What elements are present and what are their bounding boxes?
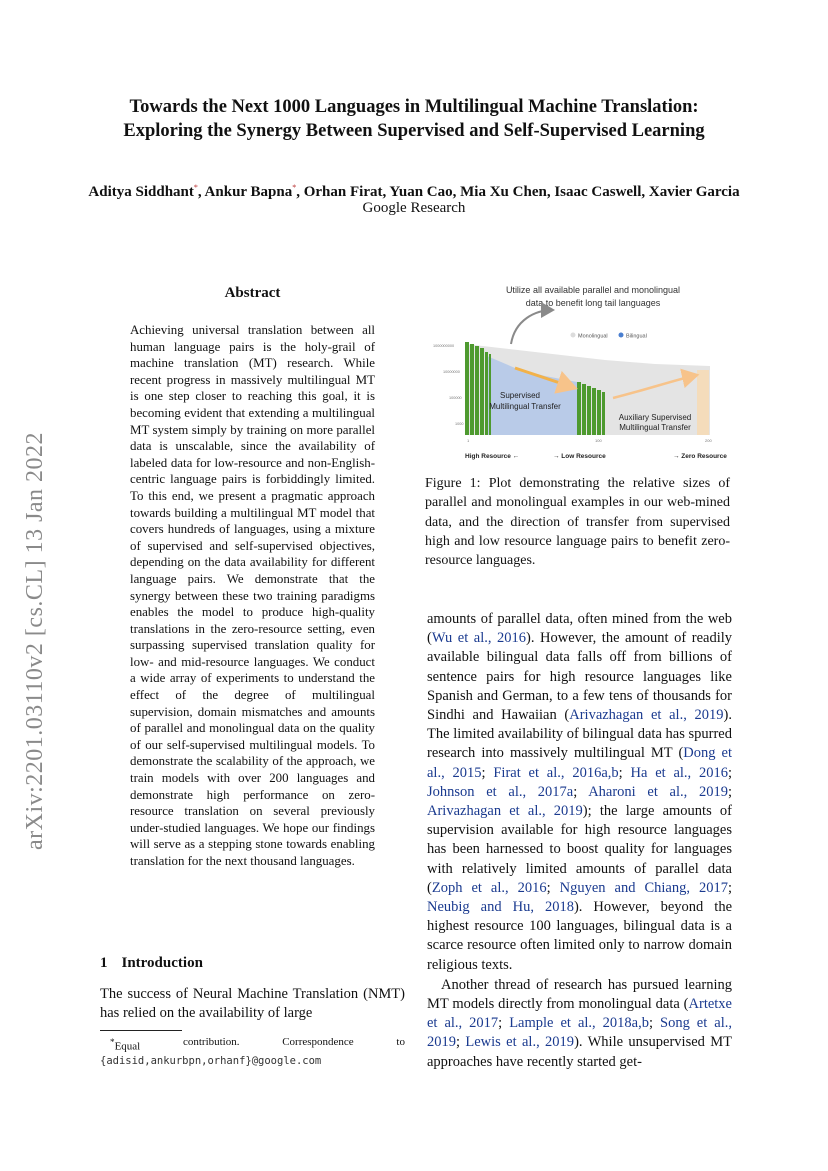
text-run: ;	[727, 783, 733, 800]
text-run: ;	[618, 764, 631, 781]
text-run: ;	[727, 764, 733, 781]
footnote-word-equal: Equal	[114, 1040, 141, 1053]
footnote-emails: {adisid,ankurbpn,orhanf}@google.com	[100, 1055, 322, 1068]
citation-link[interactable]: Neubig and Hu, 2018	[427, 899, 574, 916]
text-run: ). However, beyond the highest resource 100 languages, bilingual data is a scarce resource often limited only to narrow domain religious texts.	[427, 899, 733, 973]
text-run: ;	[456, 1034, 466, 1051]
legend-bi-label: Bilingual	[626, 333, 647, 340]
title-line-1: Towards the Next 1000 Languages in Multilingual Machine Translation:	[129, 97, 699, 117]
footnote-line-1	[100, 1035, 405, 1054]
zero-resource-band	[697, 370, 709, 435]
citation-link[interactable]: Zoph et al., 2016	[431, 879, 547, 896]
bi-bar	[592, 388, 596, 435]
bi-bar	[602, 392, 605, 435]
citation-link[interactable]: Nguyen and Chiang, 2017	[559, 879, 728, 896]
figure-1	[425, 280, 730, 470]
footnote-word-to: to	[396, 1036, 405, 1048]
text-run: Another thread of research has pursued learning MT models directly from monolingual data (	[427, 976, 732, 1013]
y-tick-1: 1000000000	[433, 344, 455, 348]
abstract-text: Achieving universal translation between all human language pairs is the holy-grail of machine translation (MT) research. While recent progress in massively multilingual MT is one step closer to reaching this goal, it is becoming evident that extending a multilingual MT system simply by training on more parallel data is unscalable, since the availability of labeled data for low-resource and non-English-centric language pairs is forbiddingly limited. To this end, we present a pragmatic approach towards building a multilingual MT model that covers hundreds of languages, using a mixture of supervised and self-supervised objectives, depending on the data availability for different language pairs. We demonstrate that the synergy between these two training paradigms enables the model to produce high-quality translations in the zero-resource setting, even surpassing supervised translation quality for low- and mid-resource languages. We conduct a wide array of experiments to understand the effect of the degree of multilingual supervision, domain mismatches and amounts of parallel and monolingual data on the quality of our self-supervised multilingual models. To demonstrate the scalability of the approach, we train models with over 200 languages and demonstrate high performance on zero-resource translation on several previously under-studied languages. We hope our findings will serve as a stepping stone towards enabling translation for the next thousand languages.	[130, 323, 375, 868]
bi-bar	[582, 384, 586, 435]
y-tick-3: 100000	[449, 396, 462, 400]
footnote	[100, 1035, 405, 1069]
citation-link[interactable]: Arivazhagan et al., 2019	[569, 707, 724, 724]
text-run: ;	[573, 783, 589, 800]
text-run: ;	[648, 1015, 660, 1032]
bi-bar	[475, 346, 479, 435]
text-run: ;	[481, 764, 494, 781]
label-auxiliary-1: Auxiliary Supervised	[618, 413, 692, 422]
intro-paragraph: The success of Neural Machine Translation (NMT) has relied on the availability of large	[100, 986, 405, 1022]
citation-link[interactable]: Song et al., 2019	[427, 1015, 732, 1051]
x-label-high: High Resource ←	[465, 453, 520, 460]
bi-bar	[597, 390, 601, 435]
citation-link[interactable]: Arivazhagan et al., 2019	[427, 803, 583, 820]
citation-link[interactable]: Ha et al., 2016	[630, 764, 728, 781]
citation-link[interactable]: Lample et al., 2018a,b	[509, 1015, 649, 1032]
affiliation: Google Research	[362, 200, 466, 216]
text-run: amounts of parallel data, often mined from the web (	[427, 611, 732, 647]
right-paragraph-2	[427, 976, 732, 1072]
label-supervised-2: Multilingual Transfer	[489, 402, 561, 411]
text-run: ). However, the amount of readily available bilingual data falls off from billions of sentence pairs for high resource languages like Spanish and German, to a few tens of thousands for Sindhi and Hawaiian (	[427, 630, 732, 724]
footnote-word-correspondence: Correspondence	[282, 1036, 354, 1048]
text-run: ;	[498, 1015, 510, 1032]
other-authors: , Orhan Firat, Yuan Cao, Mia Xu Chen, Isaac Caswell, Xavier Garcia	[296, 184, 740, 200]
x-tick-2: 100	[595, 438, 602, 443]
y-tick-4: 1000	[455, 422, 464, 426]
author-2: , Ankur Bapna	[197, 184, 293, 200]
bi-bar	[485, 352, 488, 435]
label-auxiliary-2: Multilingual Transfer	[619, 423, 691, 432]
figure-1-plot	[425, 280, 730, 470]
figure-top-text-1: Utilize all available parallel and monolingual	[505, 285, 681, 295]
x-tick-3: 200	[705, 438, 712, 443]
footnote-mark: *	[110, 1037, 115, 1047]
legend-mono-swatch	[571, 333, 576, 338]
text-run: ); the large amounts of supervision available for high resource languages has been harnessed to boost quality for languages with relatively limited amounts of parallel data (	[427, 803, 732, 896]
section-title: Introduction	[121, 955, 203, 971]
legend-mono-label: Monolingual	[578, 333, 608, 340]
bi-bar	[489, 354, 491, 435]
label-supervised-1: Supervised	[499, 391, 541, 400]
legend-bi-swatch	[619, 333, 624, 338]
author-1: Aditya Siddhant	[88, 184, 194, 200]
citation-link[interactable]: Artetxe et al., 2017	[427, 996, 732, 1032]
x-label-low: → Low Resource	[553, 453, 606, 460]
citation-link[interactable]: Wu et al., 2016	[431, 630, 527, 647]
text-run: ). The limited availability of bilingual data has spurred research into massively multilingual MT (	[427, 707, 732, 762]
section-number: 1	[100, 955, 108, 971]
footnote-word-contribution: contribution.	[182, 1036, 240, 1048]
footnote-rule	[100, 1030, 182, 1031]
paper-title	[0, 95, 828, 143]
figure-top-text-2: data to benefit long tail languages	[525, 298, 661, 308]
text-run: ). While unsupervised MT approaches have recently started get-	[427, 1034, 732, 1070]
right-paragraph-1	[427, 610, 732, 975]
equal-contrib-mark-2: *	[292, 183, 297, 192]
equal-contrib-mark-1: *	[193, 183, 198, 192]
title-line-2: Exploring the Synergy Between Supervised and Self-Supervised Learning	[123, 121, 705, 141]
section-heading-introduction	[100, 955, 217, 972]
bi-bar	[470, 344, 474, 435]
utilize-arrow	[511, 310, 553, 344]
arxiv-sidebar-id: arXiv:2201.03110v2 [cs.CL] 13 Jan 2022	[22, 431, 48, 850]
x-label-zero: → Zero Resource	[673, 453, 727, 460]
bi-bar	[577, 382, 581, 435]
citation-link[interactable]: Johnson et al., 2017a	[427, 783, 574, 800]
bi-bar	[480, 348, 484, 435]
y-tick-2: 10000000	[443, 370, 460, 374]
citation-link[interactable]: Aharoni et al., 2019	[588, 783, 728, 800]
citation-link[interactable]: Dong et al., 2015	[427, 745, 733, 781]
intro-right-column	[427, 610, 732, 1072]
citation-link[interactable]: Lewis et al., 2019	[465, 1034, 575, 1051]
figure-1-caption: Figure 1: Plot demonstrating the relative sizes of parallel and monolingual examples in our web-mined data, and the direction of transfer from supervised high and low resource language pairs to benefit zero-resource languages.	[425, 476, 730, 569]
x-tick-1: 1	[467, 438, 470, 443]
text-run: ;	[546, 879, 560, 896]
text-run: ;	[727, 879, 732, 896]
citation-link[interactable]: Firat et al., 2016a,b	[493, 764, 619, 781]
abstract-heading: Abstract	[224, 285, 281, 301]
bi-bar	[465, 342, 469, 435]
bi-bar	[587, 386, 591, 435]
